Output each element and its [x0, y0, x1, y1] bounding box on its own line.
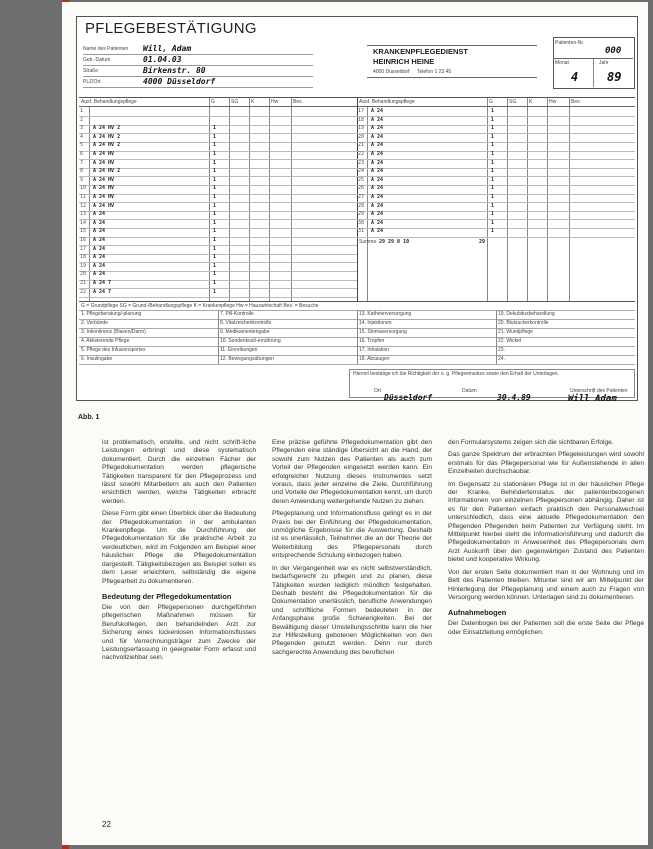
- activity-code: 15. Stomaversorgung: [359, 329, 407, 335]
- row-mark: 1: [491, 211, 495, 218]
- row-entry: A 24: [371, 133, 384, 140]
- row-number: 27: [358, 194, 365, 200]
- summe-extra: 29: [479, 239, 486, 245]
- row-number: 13: [80, 211, 87, 218]
- row-mark: 1: [213, 202, 217, 209]
- provider-name: KRANKENPFLEGEDIENST: [373, 47, 469, 56]
- row-entry: A 24: [371, 202, 384, 209]
- patient-field-label: PLZ/Ort: [83, 79, 101, 85]
- row-number: 22: [358, 151, 365, 157]
- row-number: 1: [80, 108, 84, 114]
- patient-field-value: Birkenstr. 80: [143, 66, 206, 75]
- body-paragraph: Die von den Pflegepersonen durchgeführten pflegerischen Maßnahmen müssen für Berufskollegen, den behandelnden Arzt zur Sicherung eines lückenlosen Informationsflusses und für Verrechnungsträger zum Zwecke der Leistungserfassung in geeigneter Form erfasst und nachvollziehbar sein.: [102, 603, 256, 662]
- row-entry: A 24: [371, 151, 384, 157]
- activity-code: 24.: [498, 356, 505, 362]
- row-number: 17: [80, 245, 87, 252]
- patient-field-label: Name des Patienten: [83, 46, 129, 52]
- row-number: 29: [358, 211, 365, 218]
- row-number: 19: [80, 262, 87, 269]
- row-entry: A 24 HV 2: [93, 168, 121, 175]
- row-entry: A 24: [371, 211, 384, 218]
- row-number: 28: [358, 202, 365, 209]
- row-mark: 1: [213, 245, 217, 252]
- row-number: 30: [358, 219, 365, 226]
- activity-code: 17. Inhalation: [359, 347, 390, 353]
- grid-column-header: Ausf. Behandlungspflege: [359, 99, 415, 105]
- body-paragraph: den Formularsystems zeigen sich die sichtbaren Erfolge.: [448, 439, 614, 446]
- row-mark: 1: [213, 142, 217, 149]
- row-mark: 1: [213, 271, 217, 278]
- body-paragraph: In der Vergangenheit war es nicht selbstverständlich, bedarfsgerecht zu pflegen und zu planen, diese Tätigkeiten wurden lediglich mündlich festgehalten. Deshalb besteht die Pflegedokumentation für die Dokumentation unerlässlich, berufliche Anwendungen und schriftliche Formen bedeuteten in der Anfangsphase große Schwierigkeiten. Bei der Bewältigung dieser Umstellungsschritte kann die hier zur Hilfestellung gebotenen Möglichkeiten von den Pflegenden genutzt werden. Denn nur durch sachgerechte Anwendung des beruflichen: [272, 564, 432, 656]
- activity-code: 9. Medikamentengabe: [220, 329, 270, 335]
- text-column-2: [272, 439, 432, 809]
- row-entry: A 24 HV: [93, 202, 115, 209]
- row-number: 3: [80, 125, 84, 132]
- page-number: 22: [102, 820, 111, 829]
- row-mark: 1: [213, 176, 217, 183]
- activity-code: 3. Inkontinenz (Blasen/Darm): [81, 329, 146, 335]
- book-page: [62, 2, 648, 845]
- row-entry: A 24: [371, 219, 384, 226]
- provider-phone: Telefon 1 23 45: [417, 69, 452, 75]
- row-entry: A 24: [93, 219, 106, 226]
- grid-column-header: Hw: [549, 99, 557, 105]
- row-entry: A 24: [93, 237, 106, 243]
- row-mark: 1: [491, 176, 495, 183]
- activity-code: 7. Pill-Kontrolle: [220, 311, 254, 317]
- activity-code: 21. Wundpflege: [498, 329, 533, 335]
- activity-code: 23.: [498, 347, 505, 353]
- activity-code: 2. Verbände: [81, 320, 108, 326]
- row-entry: A 24 HV: [93, 194, 115, 200]
- patient-field-value: 01.04.03: [143, 55, 182, 64]
- row-entry: A 24 7: [93, 288, 112, 295]
- row-entry: A 24: [371, 108, 384, 114]
- row-entry: A 24: [371, 168, 384, 175]
- row-number: 15: [80, 228, 87, 235]
- activity-code: 8. Vitalzeichenkontrolle: [220, 320, 272, 326]
- row-number: 5: [80, 142, 84, 149]
- row-number: 4: [80, 133, 84, 140]
- row-mark: 1: [213, 262, 217, 269]
- row-mark: 1: [213, 125, 217, 132]
- row-mark: 1: [491, 125, 495, 132]
- grid-column-header: K: [529, 99, 533, 105]
- datum-label: Datum: [462, 388, 477, 394]
- grid-column-header: SG: [509, 99, 517, 105]
- activity-code: 5. Pflege des Infusionsportes: [81, 347, 146, 353]
- patient-field-label: Straße: [83, 68, 99, 74]
- row-entry: A 24 HV 2: [93, 133, 121, 140]
- month-value: 4: [571, 70, 579, 84]
- row-number: 19: [358, 125, 365, 132]
- grid-column-header: SG: [231, 99, 239, 105]
- row-entry: A 24: [93, 211, 106, 218]
- row-entry: A 24: [371, 142, 384, 149]
- datum-value: 30.4.89: [497, 393, 531, 402]
- row-number: 9: [80, 176, 84, 183]
- body-paragraph: Diese Form gibt einen Überblick über die Bedeutung der Pflegedokumentation in der ambulanten Krankenpflege. Um die Durchführung der Pflegedokumentation für die praktische Arbeit zu verdeutlichen, wird im Folgenden am Beispiel einer häuslichen Pflege die Pflegedokumentation dargestellt. Tätigkeitsbezogen als Beispiel sollen es dem Leser erleichtern, selbständig die eigene Pflegearbeit zu dokumentieren.: [102, 510, 256, 585]
- row-mark: 1: [491, 151, 495, 157]
- row-entry: A 24: [371, 228, 384, 235]
- row-entry: A 24: [93, 254, 106, 261]
- activity-code: 14. Injektionen: [359, 320, 392, 326]
- row-number: 25: [358, 176, 365, 183]
- activity-code: 16. Tropfen: [359, 338, 385, 344]
- row-number: 7: [80, 159, 84, 166]
- summe-value: 29 29 8 10: [379, 239, 410, 245]
- form-title: PFLEGEBESTÄTIGUNG: [85, 20, 257, 37]
- row-mark: 1: [213, 168, 217, 175]
- patient-signature: Will Adam: [568, 394, 617, 404]
- row-entry: A 24: [93, 271, 106, 278]
- row-number: 18: [80, 254, 87, 261]
- row-entry: A 24 HV: [93, 159, 115, 166]
- row-number: 26: [358, 185, 365, 192]
- row-mark: 1: [213, 211, 217, 218]
- month-label: Monat: [555, 60, 569, 66]
- row-entry: A 24 HV: [93, 176, 115, 183]
- row-number: 21: [80, 280, 87, 286]
- row-mark: 1: [213, 254, 217, 261]
- text-column-3: [448, 439, 644, 844]
- section-heading-aufnahmebogen: Aufnahmebogen: [448, 608, 507, 618]
- row-number: 20: [358, 133, 365, 140]
- body-paragraph: Das ganze Spektrum der erbrachten Pflegeleistungen wird sowohl erstmals für das Pflegepersonal wie für Außenstehende in allen Einzelheiten durchschaubar.: [448, 451, 644, 476]
- row-mark: 1: [213, 228, 217, 235]
- row-number: 2: [80, 116, 84, 123]
- row-mark: 1: [491, 185, 495, 192]
- legend-line: G = Grundpflege SG = Grund-/Behandlungspflege K = Krankenpflege Hw = Hauswirtschaft Bes. = Besuche: [81, 303, 319, 309]
- activity-code: 20. Blutzuckerkontrolle: [498, 320, 549, 326]
- patient-field-value: 4000 Düsseldorf: [143, 77, 216, 86]
- patient-fields: [83, 44, 313, 88]
- row-mark: 1: [491, 194, 495, 200]
- row-mark: 1: [213, 280, 217, 286]
- ort-value: Düsseldorf: [384, 393, 433, 402]
- row-number: 14: [80, 219, 87, 226]
- row-entry: A 24 HV: [93, 151, 115, 157]
- row-number: 6: [80, 151, 84, 157]
- row-number: 11: [80, 194, 87, 200]
- grid-column-header: K: [251, 99, 255, 105]
- sig-label: Unterschrift des Patienten: [570, 388, 628, 394]
- activity-code: 22. Wickel: [498, 338, 522, 344]
- body-paragraph: Pflegeplanung und Informationsfluss gelingt es in der Praxis bei der Einführung der Pflegedokumentation, unmögliche Ergebnisse für die Auswertung. Deshalb ist es unerlässlich, Teilnehmer die an der Theorie der Weiterbildung des Pflegepersonals durch entsprechende Schulung einbezogen haben.: [272, 510, 432, 560]
- row-entry: A 24 7: [93, 280, 112, 286]
- row-mark: 1: [213, 151, 217, 157]
- row-mark: 1: [213, 194, 217, 200]
- daily-grid: [79, 97, 635, 302]
- grid-column-header: G: [211, 99, 215, 105]
- activity-codes: [79, 311, 635, 365]
- activity-code: 4. Aktivierende Pflege: [81, 338, 130, 344]
- provider-address: 4000 Düsseldorf: [373, 69, 410, 75]
- provider-name2: HEINRICH HEINE: [373, 57, 435, 66]
- year-label: Jahr: [599, 60, 609, 66]
- grid-column-header: Bes.: [293, 99, 304, 105]
- activity-code: 1. Pflegeberatung/-planung: [81, 311, 142, 317]
- grid-column-header: Hw: [271, 99, 279, 105]
- row-entry: A 24: [371, 125, 384, 132]
- activity-code: 12. Bewegungsübungen: [220, 356, 274, 362]
- patient-no: 000: [605, 46, 622, 56]
- ort-label: Ort: [374, 388, 381, 394]
- row-number: 24: [358, 168, 365, 175]
- row-entry: A 24: [371, 185, 384, 192]
- body-paragraph: Von der ersten Seite dokumentiert man in der Wohnung und im Bett des Patienten bleiben. Mitunter sind wir am Mittelpunkt der Hinterlegung der Pflegeplanung und einem auch zu Fragen von Versorgung werden können. Unterlagen sind zu dokumentieren.: [448, 568, 644, 601]
- row-mark: 1: [491, 219, 495, 226]
- figure-caption: Abb. 1: [78, 414, 100, 421]
- row-number: 8: [80, 168, 84, 175]
- row-entry: A 24: [371, 116, 384, 123]
- row-number: 21: [358, 142, 365, 149]
- row-mark: 1: [213, 237, 217, 243]
- row-mark: 1: [213, 185, 217, 192]
- row-mark: 1: [491, 159, 495, 166]
- row-mark: 1: [491, 168, 495, 175]
- row-entry: A 24: [371, 159, 384, 166]
- body-paragraph: Im Gegensatz zu stationären Pflege ist in der häuslichen Pflege der Kranke, Behindertenstatus der patientenbezogenen Informationen von einzelnen Pflegepersonen abhängig. Daher ist es für den Patienten einfach praktisch den Personalwechsel unterschiedlich, dass eine aktuelle Pflegedokumentation den Pflegenden Pflegenden beim Patienten zur Verfügung steht. Im Mittelpunkt hierbei steht die Informationsführung und dadurch die Pflegedokumentation in Anwesenheit des Pflegepersonals dem Arzt Auskunft über den gegenwärtigen Zustand des Patienten bietet und kooperative Wirkung.: [448, 480, 644, 564]
- year-value: 89: [607, 70, 622, 84]
- row-mark: 1: [491, 142, 495, 149]
- row-mark: 1: [213, 133, 217, 140]
- row-entry: A 24: [93, 228, 106, 235]
- row-entry: A 24: [93, 245, 106, 252]
- grid-column-header: Bes.: [571, 99, 582, 105]
- activity-code: 13. Katheterversorgung: [359, 311, 412, 317]
- grid-column-header: Ausf. Behandlungspflege: [81, 99, 137, 105]
- activity-code: 11. Einreibungen: [220, 347, 258, 353]
- pflegebestaetigung-form: [76, 16, 638, 401]
- row-mark: 1: [213, 219, 217, 226]
- row-number: 12: [80, 202, 87, 209]
- row-mark: 1: [491, 116, 495, 123]
- activity-code: 10. Sondenkost/-ernährung: [220, 338, 281, 344]
- patient-field-value: Will, Adam: [143, 44, 192, 53]
- row-mark: 1: [491, 228, 495, 235]
- row-entry: A 24 HV 2: [93, 142, 121, 149]
- row-number: 20: [80, 271, 87, 278]
- row-entry: A 24 HV 2: [93, 125, 121, 132]
- body-paragraph: Der Datenbogen bei der Patienten soll die erste Seite der Pflege oder Einsatzleitung ermöglichen.: [448, 620, 644, 636]
- row-mark: 1: [213, 288, 217, 295]
- row-number: 23: [358, 159, 365, 166]
- row-number: 18: [358, 116, 365, 123]
- row-mark: 1: [213, 159, 217, 166]
- row-entry: A 24: [93, 262, 106, 269]
- activity-code: 18. Absaugen: [359, 356, 390, 362]
- summe-label: Summe: [359, 239, 377, 245]
- row-entry: A 24: [371, 194, 384, 200]
- patient-no-label: Patienten-Nr.: [555, 40, 585, 46]
- patient-field-label: Geb.-Datum: [83, 57, 111, 63]
- grid-column-header: G: [489, 99, 493, 105]
- row-mark: 1: [491, 108, 495, 114]
- row-mark: 1: [491, 202, 495, 209]
- row-number: 22: [80, 288, 87, 295]
- text-column-1: [102, 439, 256, 829]
- section-heading-bedeutung: Bedeutung der Pflegedokumentation: [102, 591, 232, 601]
- activity-code: 6. Insulingabe: [81, 356, 113, 362]
- row-number: 10: [80, 185, 87, 192]
- confirm-text: Hiermit bestätige ich die Richtigkeit der o. g. Pflegeeinsätze sowie den Erhalt der Unterlagen.: [353, 371, 559, 377]
- activity-code: 19. Dekubitusbehandlung: [498, 311, 555, 317]
- row-number: 16: [80, 237, 87, 243]
- body-paragraph: Eine präzise geführte Pflegedokumentation gibt den Pflegenden eine ständige Übersicht an die Hand, der sowohl zum Nutzen des Patienten als auch zum Vorteil der Pflegenden eingesetzt werden kann. Ein erfolgreicher Nutzung dieses Instrumentes setzt voraus, dass jeder einzelne die Ziele, Durchführung und Vorteile der Pflegedokumentation kennt, um durch deren Anwendung weitergehende Nutzen zu ziehen.: [272, 439, 432, 505]
- row-mark: 1: [491, 133, 495, 140]
- row-entry: A 24: [371, 176, 384, 183]
- row-entry: A 24 HV: [93, 185, 115, 192]
- body-paragraph: ist problematisch, erstellte, und nicht schrift-liche Leistungen erbringt und diese systematisch dokumentiert. Durch die einzelnen Fächer der Pflegedokumentation werden pflegerische Tätigkeiten transparent für den Pflegeprozess und lässt sowohl Mitarbeitern als auch den Patienten ersichtlich werden, welche Tätigkeiten erbracht werden.: [102, 439, 256, 505]
- row-number: 17: [358, 108, 365, 114]
- row-number: 31: [358, 228, 365, 235]
